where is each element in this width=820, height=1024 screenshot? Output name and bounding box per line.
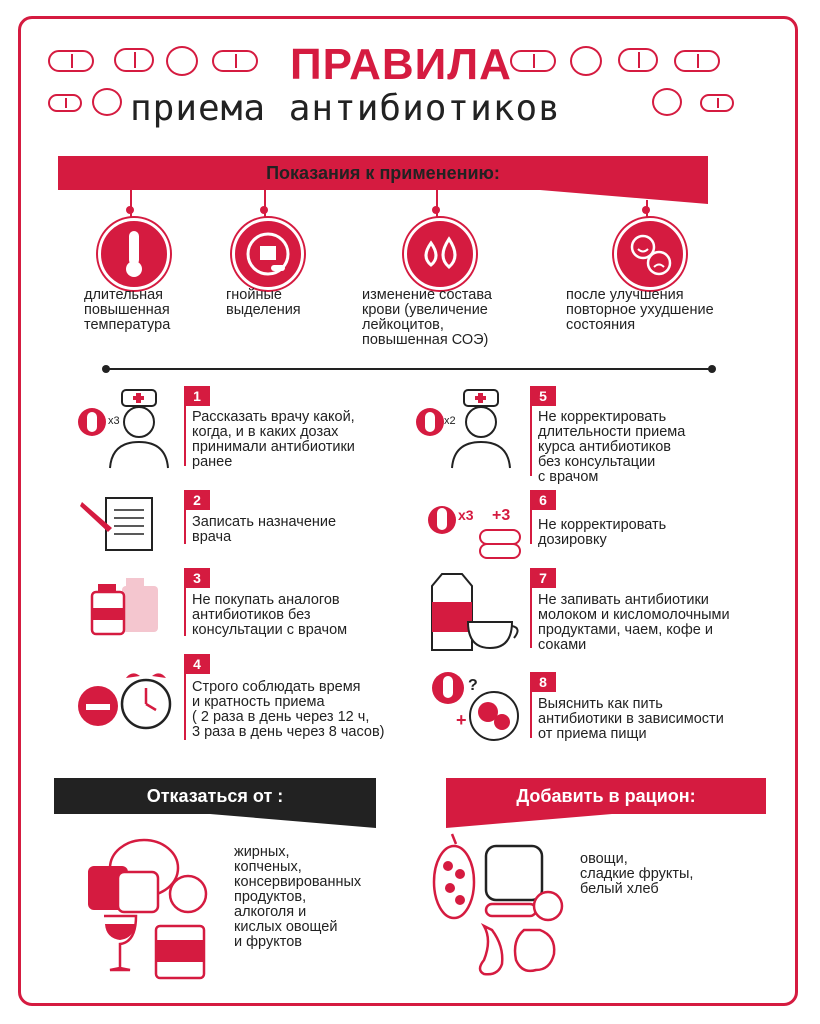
indication-3-text: изменение состава крови (увеличение лейкоцитов, повышенная СОЭ) xyxy=(362,287,492,348)
add-tail xyxy=(446,814,612,828)
rule-4-number: 4 xyxy=(184,654,210,674)
indications-heading xyxy=(58,156,708,190)
indication-4-text: после улучшения повторное ухудшение состояния xyxy=(566,287,714,333)
rule-1-text: Рассказать врачу какой, когда, и в каких дозах принимали антибиотики ранее xyxy=(192,409,355,470)
title-sub: приема антибиотиков xyxy=(130,88,561,129)
rule-3-number: 3 xyxy=(184,568,210,588)
mood-faces-icon xyxy=(614,218,686,290)
pus-icon xyxy=(232,218,304,290)
add-foods-icon xyxy=(432,830,572,980)
avoid-text: жирных, копченых, консервированных продуктов, алкоголя и кислых овощей и фруктов xyxy=(234,844,362,950)
rule-8-extra: + xyxy=(456,710,467,730)
rule-2-text: Записать назначение врача xyxy=(192,514,337,545)
alarm-clock-icon xyxy=(76,664,176,734)
add-heading xyxy=(446,778,766,814)
avoid-tail xyxy=(210,814,376,828)
avoid-heading-label: Отказаться от : xyxy=(146,786,284,806)
rule-7-number: 7 xyxy=(530,568,556,588)
medicine-bottles-icon xyxy=(90,574,170,634)
indication-1-text: длительная повышенная температура xyxy=(84,287,171,333)
doctor-icon xyxy=(416,388,516,468)
rule-6-text: Не корректировать дозировку xyxy=(538,517,667,548)
avoid-foods-icon xyxy=(84,832,214,982)
thermometer-icon xyxy=(98,218,170,290)
rule-5-text: Не корректировать длительности приема курса антибиотиков без консультации с врачом xyxy=(538,409,686,485)
rule-1-badge: x3 xyxy=(108,415,120,427)
band-tail xyxy=(540,190,708,204)
rule-5-badge: x2 xyxy=(444,415,456,427)
pills-dose-icon xyxy=(428,490,528,560)
doctor-icon xyxy=(78,388,178,468)
rule-6-badge: x3 xyxy=(458,507,474,523)
add-text: овощи, сладкие фрукты, белый хлеб xyxy=(580,851,694,897)
pill-food-icon xyxy=(432,666,532,746)
indication-2-text: гнойные выделения xyxy=(226,287,301,318)
rule-2-number: 2 xyxy=(184,490,210,510)
rule-1-number: 1 xyxy=(184,386,210,406)
rule-6-number: 6 xyxy=(530,490,556,510)
rule-8-number: 8 xyxy=(530,672,556,692)
notepad-pencil-icon xyxy=(80,494,170,554)
blood-drops-icon xyxy=(404,218,476,290)
rule-7-text: Не запивать антибиотики молоком и кисломолочными продуктами, чаем, кофе и соками xyxy=(538,592,730,653)
rule-3-text: Не покупать аналогов антибиотиков без консультации с врачом xyxy=(192,592,348,638)
rule-8-text: Выяснить как пить антибиотики в зависимости от приема пищи xyxy=(538,696,724,742)
add-heading-label: Добавить в рацион: xyxy=(516,786,696,806)
rule-5-number: 5 xyxy=(530,386,556,406)
rule-8-badge: ? xyxy=(468,677,478,694)
indications-heading-label: Показания к применению: xyxy=(266,163,500,183)
milk-coffee-icon xyxy=(428,572,528,652)
rule-4-text: Строго соблюдать время и кратность приема ( 2 раза в день через 12 ч, 3 раза в день через 8 часов) xyxy=(192,679,385,740)
title-main: ПРАВИЛА xyxy=(290,40,512,89)
avoid-heading xyxy=(54,778,376,814)
rule-6-extra: +3 xyxy=(492,507,511,524)
